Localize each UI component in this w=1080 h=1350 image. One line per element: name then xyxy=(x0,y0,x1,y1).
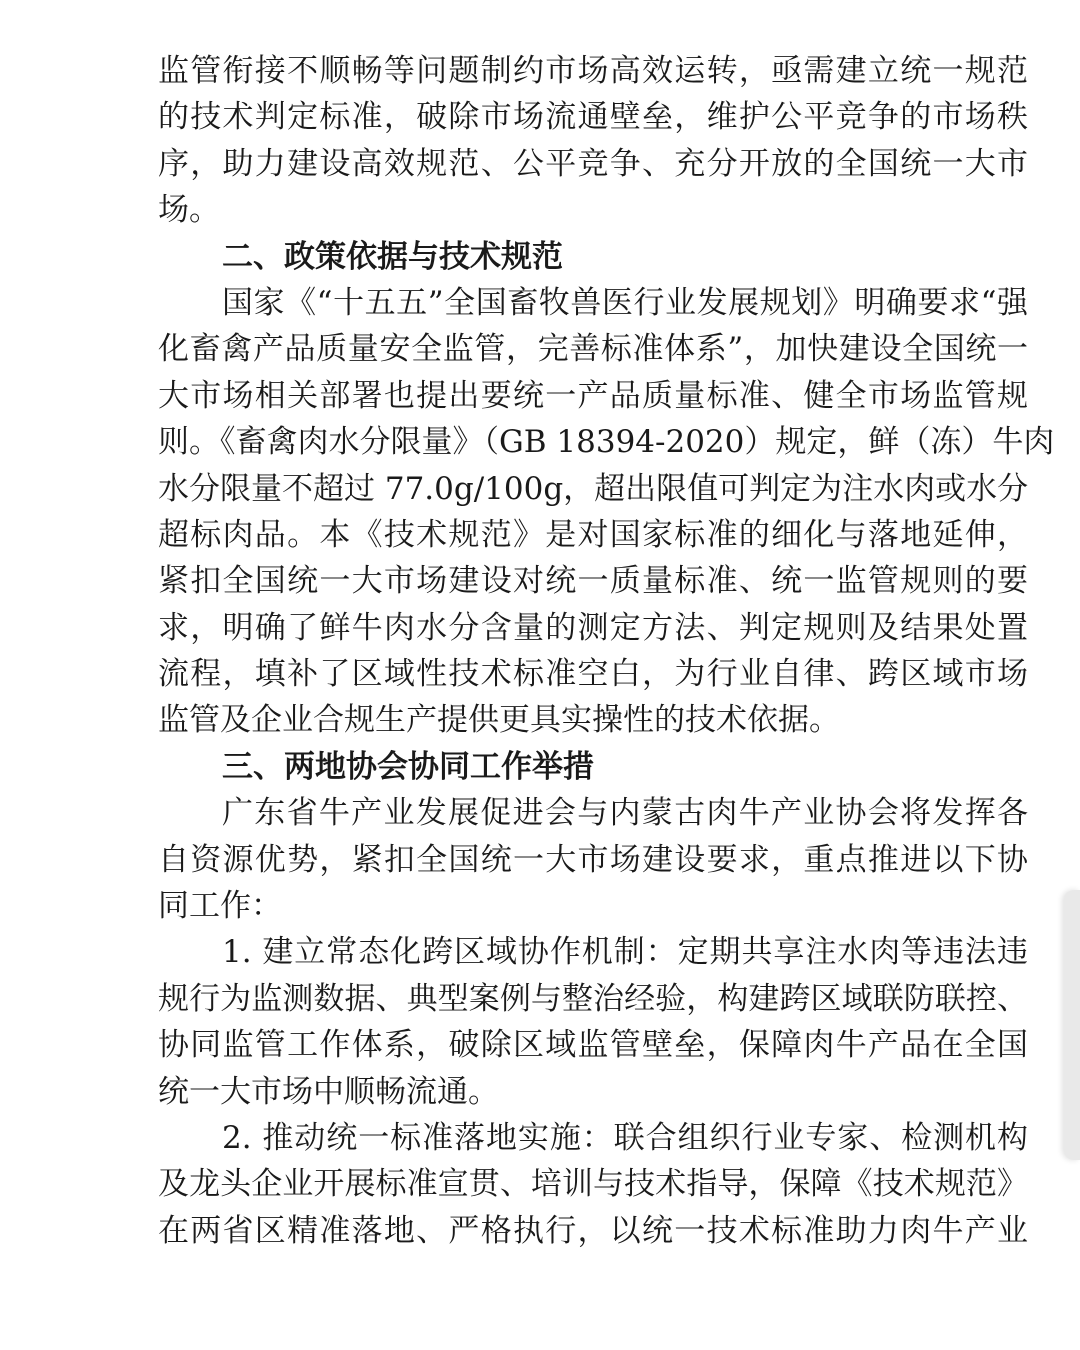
text-line: 规行为监测数据、典型案例与整治经验，构建跨区域联防联控、 xyxy=(158,980,1028,1017)
text-line: 场。 xyxy=(158,192,220,229)
text-line: 国家《“十五五”全国畜牧兽医行业发展规划》明确要求“强 xyxy=(222,284,1028,321)
text-line: 超标肉品。本《技术规范》是对国家标准的细化与落地延伸， xyxy=(158,516,1028,553)
text-line: 自资源优势，紧扣全国统一大市场建设要求，重点推进以下协 xyxy=(158,841,1028,878)
text-line: 大市场相关部署也提出要统一产品质量标准、健全市场监管规 xyxy=(158,377,1028,414)
text-line: 紧扣全国统一大市场建设对统一质量标准、统一监管规则的要 xyxy=(158,563,1028,600)
text-line: 序，助力建设高效规范、公平竞争、充分开放的全国统一大市 xyxy=(158,145,1028,182)
text-line: 在两省区精准落地、严格执行，以统一技术标准助力肉牛产业 xyxy=(158,1212,1028,1249)
text-line: 1. 建立常态化跨区域协作机制：定期共享注水肉等违法违 xyxy=(222,934,1028,971)
text-line: 同工作： xyxy=(158,888,282,925)
text-line: 水分限量不超过 77.0g/100g，超出限值可判定为注水肉或水分 xyxy=(158,470,1029,507)
section-heading: 三、两地协会协同工作举措 xyxy=(222,748,594,785)
text-line: 2. 推动统一标准落地实施：联合组织行业专家、检测机构 xyxy=(222,1119,1028,1156)
text-line: 监管衔接不顺畅等问题制约市场高效运转，亟需建立统一规范 xyxy=(158,53,1028,89)
text-line: 监管及企业合规生产提供更具实操性的技术依据。 xyxy=(158,702,840,739)
document-page xyxy=(158,48,1055,1254)
text-line: 及龙头企业开展标准宣贯、培训与技术指导，保障《技术规范》 xyxy=(158,1166,1028,1203)
scroll-handle[interactable] xyxy=(1064,890,1080,1160)
text-line: 则。《畜禽肉水分限量》（GB 18394-2020）规定，鲜（冻）牛肉 xyxy=(158,424,1055,461)
text-line: 协同监管工作体系，破除区域监管壁垒，保障肉牛产品在全国 xyxy=(158,1027,1028,1064)
text-line: 的技术判定标准，破除市场流通壁垒，维护公平竞争的市场秩 xyxy=(158,99,1028,136)
section-heading: 二、政策依据与技术规范 xyxy=(222,238,563,275)
text-line: 广东省牛产业发展促进会与内蒙古肉牛产业协会将发挥各 xyxy=(222,795,1028,832)
text-line: 化畜禽产品质量安全监管，完善标准体系”，加快建设全国统一 xyxy=(158,331,1028,368)
text-line: 流程，填补了区域性技术标准空白，为行业自律、跨区域市场 xyxy=(158,656,1028,693)
text-line: 求，明确了鲜牛肉水分含量的测定方法、判定规则及结果处置 xyxy=(158,609,1028,646)
text-line: 统一大市场中顺畅流通。 xyxy=(158,1073,499,1110)
